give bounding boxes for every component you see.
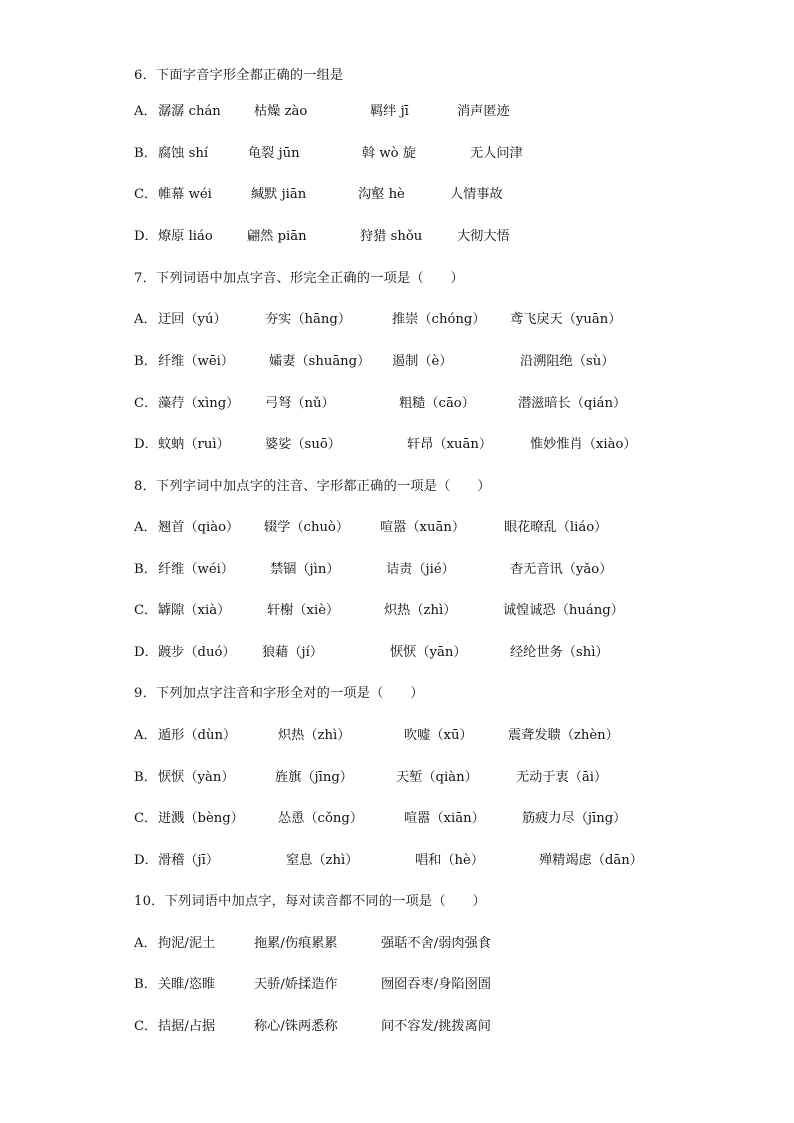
option-item: 羁绊 jī (370, 104, 409, 119)
option-item: 杳无音讯（yǎo） (510, 562, 613, 577)
option-item: 藻荇（xìng） (158, 396, 240, 411)
option-item: 拘泥/泥土 (158, 936, 216, 951)
option-item: 粗糙（cāo） (399, 396, 475, 411)
option-item: 天堑（qiàn） (396, 770, 478, 785)
option-label: B． (134, 146, 157, 161)
option-item: 旌旗（jīng） (275, 770, 353, 785)
option-item: 推崇（chóng） (392, 312, 486, 327)
option-label: D． (134, 229, 158, 244)
option-item: 筋疲力尽（jīng） (522, 811, 627, 826)
option-item: 纤维（wēi） (158, 354, 235, 369)
option-item: 怂恿（cǒng） (278, 811, 364, 826)
option-item: 迸溅（bèng） (158, 811, 244, 826)
option-item: 殚精竭虑（dān） (539, 853, 643, 868)
option-item: 无人问津 (470, 146, 523, 161)
question-9-stem: 9．下列加点字注音和字形全对的一项是（ ） (134, 686, 424, 701)
option-item: 踱步（duó） (158, 645, 236, 660)
option-label: D． (134, 645, 158, 660)
option-label: B． (134, 562, 157, 577)
option-item: 称心/铢两悉称 (254, 1019, 338, 1034)
question-6-option-a (134, 101, 774, 123)
option-item: 潜滋暗长（qián） (518, 396, 627, 411)
option-item: 炽热（zhì） (384, 603, 457, 618)
option-item: 弓弩（nǔ） (265, 396, 335, 411)
question-8-option-d (134, 642, 774, 664)
option-label: A． (134, 520, 157, 535)
option-item: 禁锢（jìn） (270, 562, 340, 577)
option-label: A． (134, 312, 157, 327)
option-item: 蚊蚋（ruì） (158, 437, 230, 452)
question-10-option-c (134, 1016, 774, 1038)
option-label: C． (134, 396, 158, 411)
option-item: 夯实（hāng） (265, 312, 352, 327)
option-item: 经纶世务（shì） (510, 645, 609, 660)
question-9-option-c (134, 808, 774, 830)
option-item: 窒息（zhì） (286, 853, 359, 868)
option-item: 遏制（è） (392, 354, 453, 369)
option-label: A． (134, 728, 157, 743)
option-item: 无动于衷（āi） (516, 770, 608, 785)
option-item: 遁形（dùn） (158, 728, 237, 743)
question-8-option-c (134, 600, 774, 622)
option-item: 滑稽（jī） (158, 853, 220, 868)
option-item: 天骄/娇揉造作 (254, 977, 338, 992)
question-6-option-d (134, 226, 774, 248)
option-item: 帷幕 wéi (158, 187, 212, 202)
option-item: 燎原 liáo (158, 229, 213, 244)
option-label: D． (134, 853, 158, 868)
option-item: 枯燥 zào (254, 104, 308, 119)
question-7-option-c (134, 393, 774, 415)
question-6-option-c (134, 184, 774, 206)
question-10-stem: 10．下列词语中加点字，每对读音都不同的一项是（ ） (134, 894, 486, 909)
option-item: 斡 wò 旋 (362, 146, 416, 161)
option-item: 轩昂（xuān） (407, 437, 493, 452)
question-8-option-b (134, 559, 774, 581)
option-item: 翘首（qiào） (158, 520, 240, 535)
option-item: 惟妙惟肖（xiào） (530, 437, 637, 452)
option-item: 沿溯阻绝（sù） (520, 354, 615, 369)
option-item: 翩然 piān (247, 229, 307, 244)
option-item: 间不容发/挑拨离间 (381, 1019, 491, 1034)
option-item: 唱和（hè） (415, 853, 485, 868)
option-item: 囫囵吞枣/身陷囹圄 (381, 977, 491, 992)
option-item: 人情事故 (450, 187, 503, 202)
question-10-option-a (134, 933, 774, 955)
question-9-option-a (134, 725, 774, 747)
option-item: 震聋发聩（zhèn） (508, 728, 619, 743)
option-label: A． (134, 936, 157, 951)
option-item: 喧嚣（xiān） (404, 811, 485, 826)
option-item: 炽热（zhì） (278, 728, 351, 743)
option-item: 消声匿迹 (457, 104, 510, 119)
option-item: 拮据/占据 (158, 1019, 216, 1034)
option-item: 眼花暸乱（liáo） (504, 520, 608, 535)
option-label: A． (134, 104, 157, 119)
option-label: C． (134, 603, 158, 618)
question-10-option-b (134, 974, 774, 996)
option-item: 恹恹（yān） (390, 645, 467, 660)
option-label: C． (134, 811, 158, 826)
question-8-option-a (134, 517, 774, 539)
option-item: 腐蚀 shí (158, 146, 209, 161)
question-7-option-b (134, 351, 774, 373)
option-item: 强聒不舍/弱肉强食 (381, 936, 491, 951)
option-label: B． (134, 770, 157, 785)
question-9-option-b (134, 767, 774, 789)
option-item: 潺潺 chán (158, 104, 221, 119)
option-label: B． (134, 354, 157, 369)
option-label: B． (134, 977, 157, 992)
option-item: 罅隙（xià） (158, 603, 231, 618)
option-item: 迂回（yú） (158, 312, 227, 327)
option-label: D． (134, 437, 158, 452)
option-item: 大彻大悟 (457, 229, 510, 244)
option-item: 婆娑（suō） (265, 437, 341, 452)
option-item: 关睢/恣睢 (158, 977, 216, 992)
question-6-option-b (134, 143, 774, 165)
question-9-option-d (134, 850, 774, 872)
question-8-stem: 8．下列字词中加点字的注音、字形都正确的一项是（ ） (134, 479, 491, 494)
option-item: 鸢飞戾天（yuān） (510, 312, 622, 327)
option-item: 拖累/伤痕累累 (254, 936, 338, 951)
option-item: 轩榭（xiè） (267, 603, 340, 618)
option-item: 孀妻（shuāng） (269, 354, 371, 369)
question-7-option-a (134, 309, 774, 331)
option-item: 狼藉（jí） (262, 645, 324, 660)
option-item: 狩猎 shǒu (360, 229, 423, 244)
question-6-stem: 6．下面字音字形全都正确的一组是 (134, 68, 344, 83)
option-label: C． (134, 1019, 158, 1034)
option-item: 沟壑 hè (358, 187, 405, 202)
option-item: 吹嘘（xū） (404, 728, 473, 743)
option-item: 龟裂 jūn (248, 146, 300, 161)
question-7-stem: 7．下列词语中加点字音、形完全正确的一项是（ ） (134, 271, 464, 286)
question-7-option-d (134, 434, 774, 456)
option-item: 喧嚣（xuān） (380, 520, 466, 535)
option-item: 纤维（wéi） (158, 562, 235, 577)
option-label: C． (134, 187, 158, 202)
option-item: 辍学（chuò） (264, 520, 350, 535)
option-item: 缄默 jiān (251, 187, 307, 202)
option-item: 诘责（jié） (386, 562, 455, 577)
option-item: 恹恹（yàn） (158, 770, 235, 785)
option-item: 诚惶诚恐（huáng） (503, 603, 624, 618)
